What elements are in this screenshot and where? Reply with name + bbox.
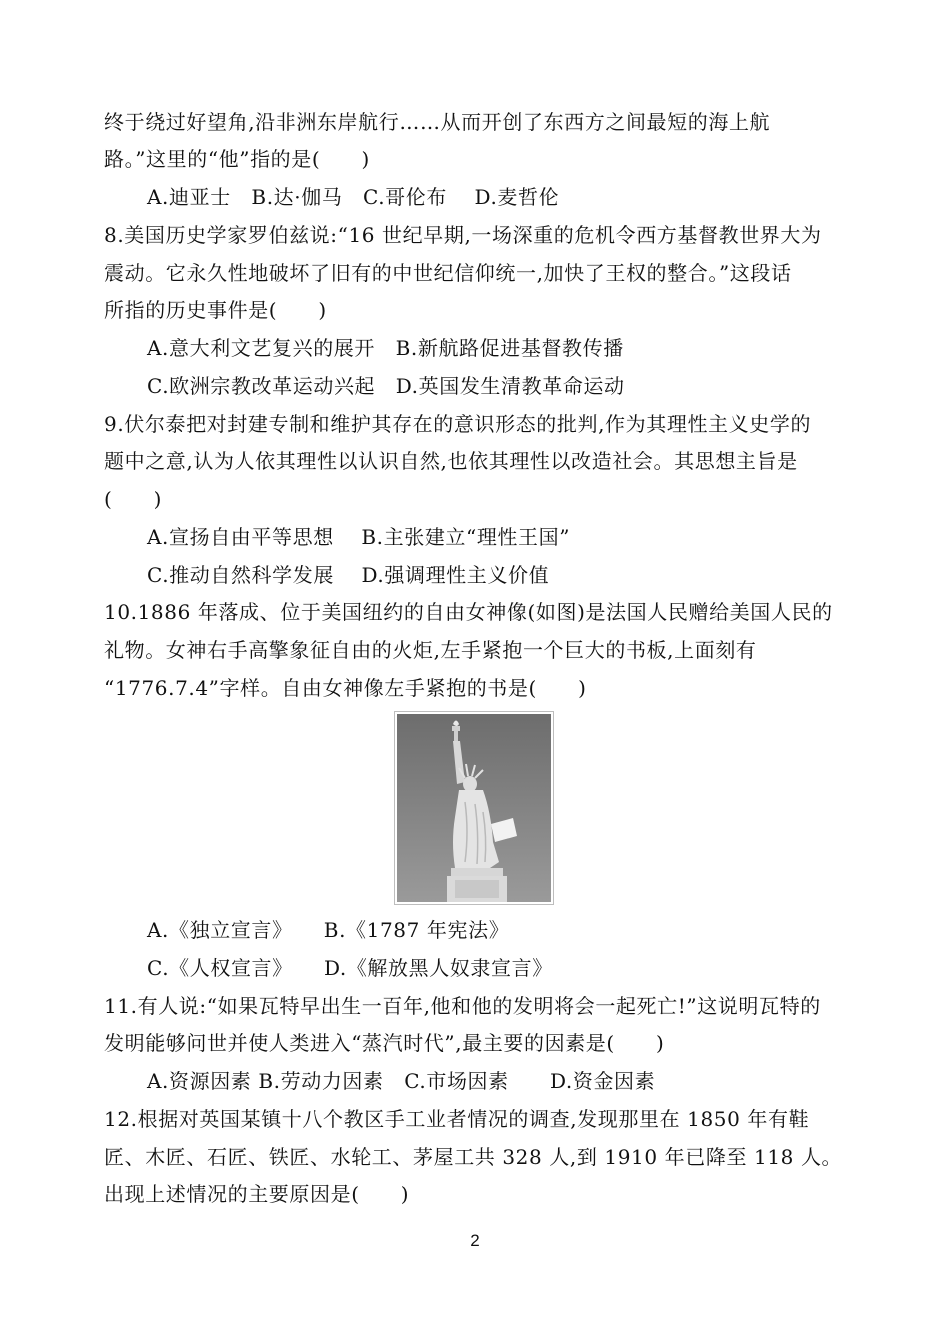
- q9-options-ab: A.宣扬自由平等思想 B.主张建立“理性王国”: [147, 525, 571, 549]
- q8-stem-line-3: 所指的历史事件是( ): [104, 298, 327, 322]
- q12-stem-line-2: 匠、木匠、石匠、铁匠、水轮工、茅屋工共 328 人,到 1910 年已降至 118 人。: [104, 1145, 843, 1169]
- q7-options: A.迪亚士 B.达·伽马 C.哥伦布 D.麦哲伦: [147, 185, 560, 209]
- q12-stem-line-1: 12.根据对英国某镇十八个教区手工业者情况的调查,发现那里在 1850 年有鞋: [104, 1107, 810, 1131]
- q9-stem-line-2: 题中之意,认为人依其理性以认识自然,也依其理性以改造社会。其思想主旨是: [104, 449, 798, 473]
- q11-stem-line-2: 发明能够问世并使人类进入“蒸汽时代”,最主要的因素是( ): [104, 1031, 665, 1055]
- q11-options: A.资源因素 B.劳动力因素 C.市场因素 D.资金因素: [147, 1069, 656, 1093]
- page-number: 2: [470, 1231, 480, 1250]
- q10-options-cd: C.《人权宣言》 D.《解放黑人奴隶宣言》: [147, 956, 553, 980]
- q8-options-ab: A.意大利文艺复兴的展开 B.新航路促进基督教传播: [147, 336, 624, 360]
- q11-stem-line-1: 11.有人说:“如果瓦特早出生一百年,他和他的发明将会一起死亡!”这说明瓦特的: [104, 994, 821, 1018]
- q8-stem-line-1: 8.美国历史学家罗伯兹说:“16 世纪早期,一场深重的危机令西方基督教世界大为: [104, 223, 822, 247]
- q10-options-ab: A.《独立宣言》 B.《1787 年宪法》: [147, 918, 510, 942]
- q10-stem-line-1: 10.1886 年落成、位于美国纽约的自由女神像(如图)是法国人民赠给美国人民的: [104, 600, 833, 624]
- q7-stem-line-1: 终于绕过好望角,沿非洲东岸航行……从而开创了东西方之间最短的海上航: [104, 110, 771, 134]
- q12-stem-line-3: 出现上述情况的主要原因是( ): [104, 1182, 410, 1206]
- q9-stem-line-3: ( ): [104, 487, 163, 511]
- q10-stem-line-3: “1776.7.4”字样。自由女神像左手紧抱的书是( ): [104, 676, 587, 700]
- q7-stem-line-2: 路。”这里的“他”指的是( ): [104, 147, 370, 171]
- q9-options-cd: C.推动自然科学发展 D.强调理性主义价值: [147, 563, 550, 587]
- q10-stem-line-2: 礼物。女神右手高擎象征自由的火炬,左手紧抱一个巨大的书板,上面刻有: [104, 638, 757, 662]
- statue-of-liberty-photo: [394, 711, 554, 905]
- q8-stem-line-2: 震动。它永久性地破坏了旧有的中世纪信仰统一,加快了王权的整合。”这段话: [104, 261, 792, 285]
- q9-stem-line-1: 9.伏尔泰把对封建专制和维护其存在的意识形态的批判,作为其理性主义史学的: [104, 412, 812, 436]
- q8-options-cd: C.欧洲宗教改革运动兴起 D.英国发生清教革命运动: [147, 374, 625, 398]
